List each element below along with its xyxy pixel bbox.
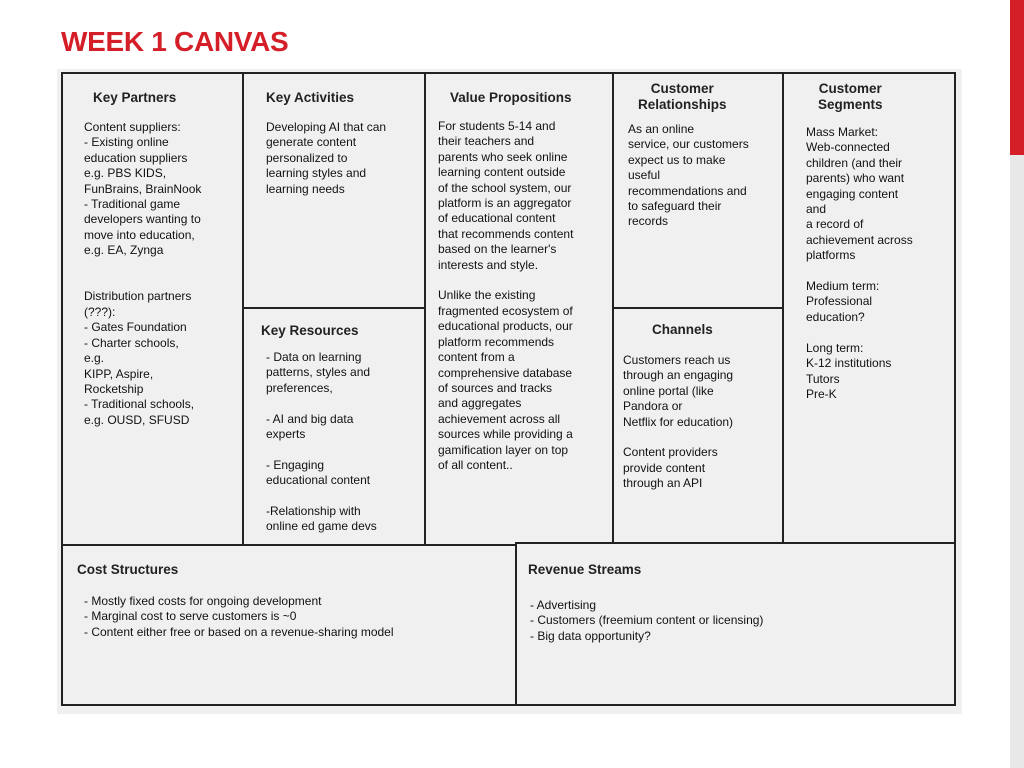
channels-title: Channels	[652, 322, 713, 337]
cost-structures-title: Cost Structures	[77, 562, 179, 577]
revenue-streams-title: Revenue Streams	[528, 562, 642, 577]
key-partners-cell	[61, 72, 244, 546]
key-activities-cell	[242, 72, 426, 309]
customer-segments-title: Customer Segments	[818, 81, 883, 112]
customer-relationships-title: Customer Relationships	[638, 81, 727, 112]
key-resources-title: Key Resources	[261, 323, 359, 338]
value-propositions-text: For students 5-14 and their teachers and parents who seek online learning content outside of the school system, our platform is an aggregator of educational content that recommends content based on the learner's interests and style. Unlike the existing fragmented ecosystem of educational products, our platform recommends content from a comprehensive database of sources and tracks and aggregates achievement across all sources while providing a gamification layer on top of all content..	[438, 119, 574, 472]
key-resources-text: - Data on learning patterns, styles and preferences, - AI and big data experts - Engaging educational content -Relationship with online ed game devs	[266, 350, 377, 534]
value-propositions-cell	[424, 72, 614, 546]
key-partners-text: Content suppliers: - Existing online education suppliers e.g. PBS KIDS, FunBrains, BrainNook - Traditional game developers wanting to move into education, e.g. EA, Zynga Distribution partners (???): - Gates Foundation - Charter schools, e.g. KIPP, Aspire, Rocketship - Traditional schools, e.g. OUSD, SFUSD	[84, 120, 202, 427]
customer-segments-text: Mass Market: Web-connected children (and their parents) who want engaging content and a record of achievement across platforms Medium term: Professional education? Long term: K-12 institutions Tutors Pre-K	[806, 125, 913, 401]
business-model-canvas	[57, 69, 962, 714]
channels-cell	[612, 307, 784, 546]
revenue-streams-cell	[515, 542, 956, 706]
right-side-bar	[1010, 0, 1024, 768]
key-activities-text: Developing AI that can generate content personalized to learning styles and learning needs	[266, 120, 387, 196]
right-accent-bar	[1010, 0, 1024, 155]
cost-structures-text: - Mostly fixed costs for ongoing development - Marginal cost to serve customers is ~0 - Content either free or based on a revenue-sharing model	[84, 594, 394, 639]
channels-text: Customers reach us through an engaging online portal (like Pandora or Netflix for education) Content providers provide content through an API	[623, 353, 734, 491]
page-title: WEEK 1 CANVAS	[61, 26, 289, 57]
key-activities-title: Key Activities	[266, 90, 355, 105]
cost-structures-cell	[61, 544, 519, 706]
revenue-streams-text: - Advertising - Customers (freemium content or licensing) - Big data opportunity?	[530, 598, 764, 643]
key-resources-cell	[242, 307, 426, 546]
key-partners-title: Key Partners	[93, 90, 177, 105]
customer-relationships-cell	[612, 72, 784, 309]
customer-relationships-text: As an online service, our customers expect us to make useful recommendations and to safeguard their records	[628, 122, 749, 229]
customer-segments-cell	[782, 72, 956, 546]
value-propositions-title: Value Propositions	[450, 90, 572, 105]
